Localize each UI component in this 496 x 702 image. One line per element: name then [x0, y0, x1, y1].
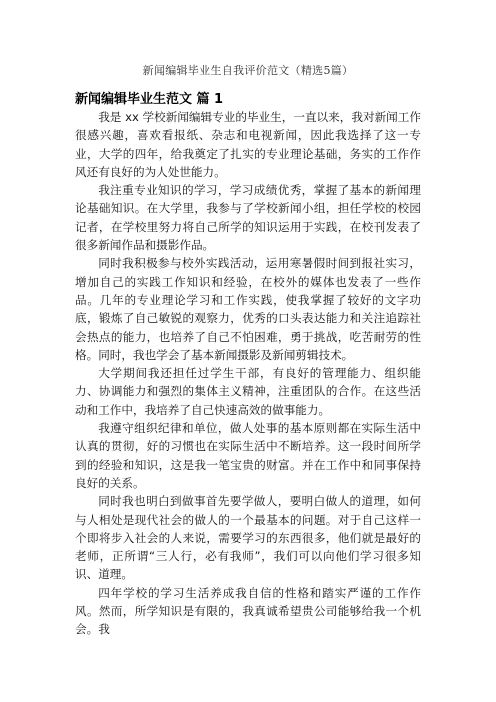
paragraph-3: 同时我积极参与校外实践活动，运用寒暑假时间到报社实习，增加自己的实践工作知识和经验，在校外的媒体也发表了一些作品。几年的专业理论学习和工作实践，使我掌握了较好的文字功底，锻炼了自己敏锐的观察力，优秀的口头表达能力和关注追踪社会热点的能力，也培养了自己不怕困难，勇于挑战，吃苦耐劳的性格。同时，我也学会了基本新闻摄影及新闻剪辑技术。: [75, 256, 421, 362]
document-body: [75, 108, 421, 639]
paragraph-1: 我是 xx 学校新闻编辑专业的毕业生，一直以来，我对新闻工作很感兴趣，喜欢看报纸、杂志和电视新闻，因此我选择了这一专业，大学的四年，给我奠定了扎实的专业理论基础，务实的工作作风还有良好的为人处世能力。: [75, 110, 421, 179]
document-title: 新闻编辑毕业生自我评价范文（精选5篇）: [142, 64, 354, 77]
section-heading: 新闻编辑毕业生范文 篇 1: [75, 92, 224, 107]
paragraph-7: 四年学校的学习生活养成我自信的性格和踏实严谨的工作作风。然而，所学知识是有限的，我真诚希望贵公司能够给我一个机会。我: [75, 585, 421, 637]
paragraph-2: 我注重专业知识的学习，学习成绩优秀，掌握了基本的新闻理论基础知识。在大学里，我参与了学校新闻小组，担任学校的校园记者，在学校里努力将自己所学的知识运用于实践，在校刊发表了很多新闻作品和摄影作品。: [75, 183, 421, 253]
paragraph-4: 大学期间我还担任过学生干部，有良好的管理能力、组织能力、协调能力和强烈的集体主义精神，注重团队的合作。在这些活动和工作中，我培养了自己快速高效的做事能力。: [75, 366, 421, 417]
paragraph-6: 同时我也明白到做事首先要学做人，要明白做人的道理，如何与人相处是现代社会的做人的一个最基本的问题。对于自己这样一个即将步入社会的人来说，需要学习的东西很多，他们就是最好的老师，正所谓“三人行，必有我师”，我们可以向他们学习很多知识、道理。: [75, 494, 421, 582]
paragraph-5: 我遵守组织纪律和单位，做人处事的基本原则都在实际生活中认真的贯彻，好的习惯也在实际生活中不断培养。这一段时间所学到的经验和知识，这是我一笔宝贵的财富。并在工作中和同事保持良好的关系。: [75, 421, 421, 490]
